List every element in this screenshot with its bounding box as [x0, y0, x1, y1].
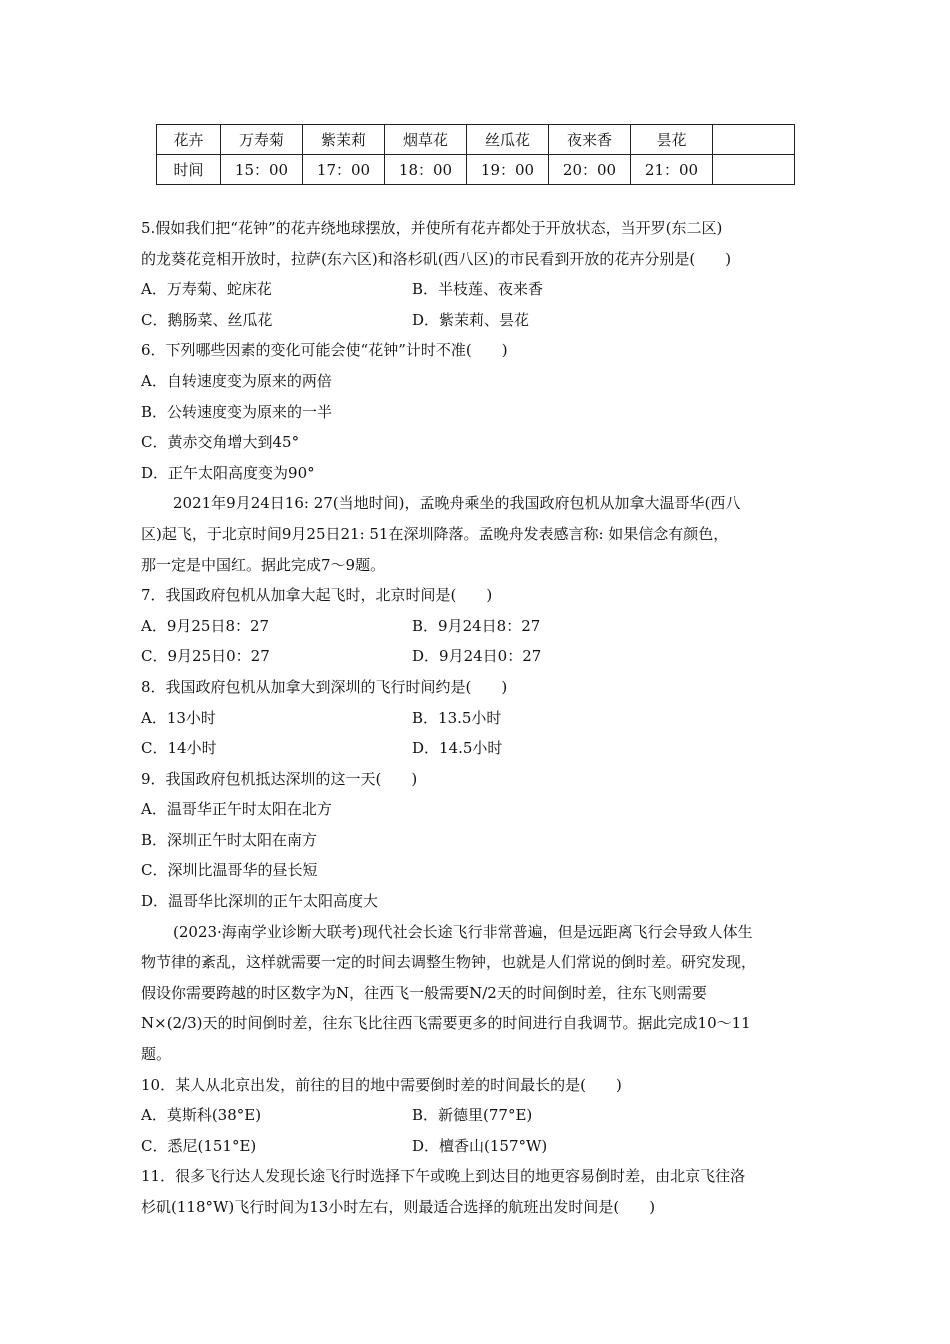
table-cell: 紫茉莉: [303, 125, 385, 155]
question-10-options-row-2: [141, 1131, 823, 1162]
passage-1-line-3: 那一定是中国红。据此完成7～9题。: [141, 555, 386, 574]
question-9-stem: 9．我国政府包机抵达深圳的这一天( ): [141, 769, 418, 788]
question-7-options-row-2: [141, 641, 823, 672]
table-cell: 21：00: [631, 155, 713, 185]
question-5-options-row-2: [141, 305, 823, 336]
option-b: B．9月24日8：27: [412, 616, 541, 635]
question-6-stem: 6．下列哪些因素的变化可能会使“花钟”计时不准( ): [141, 341, 508, 360]
option-b: B．深圳正午时太阳在南方: [141, 830, 318, 849]
question-11-stem-line-2: 杉矶(118°W)飞行时间为13小时左右，则最适合选择的航班出发时间是( ): [141, 1198, 656, 1216]
passage-1-line-1: 2021年9月24日16: 27(当地时间)，孟晚舟乘坐的我国政府包机从加拿大温哥华(西八: [173, 494, 741, 513]
question-7-stem: 7．我国政府包机从加拿大起飞时，北京时间是( ): [141, 586, 493, 605]
table-cell: 花卉: [157, 125, 221, 155]
question-5-stem-line-2: 的龙葵花竞相开放时，拉萨(东六区)和洛杉矶(西八区)的市民看到开放的花卉分别是( ): [141, 249, 732, 268]
table-cell: 万寿菊: [221, 125, 303, 155]
passage-2-line-2: 物节律的紊乱，这样就需要一定的时间去调整生物钟，也就是人们常说的倒时差。研究发现，: [141, 953, 757, 972]
table-row-times: [157, 155, 795, 185]
option-c: C．深圳比温哥华的昼长短: [141, 861, 318, 880]
passage-1-line-2: 区)起飞，于北京时间9月25日21: 51在深圳降落。孟晚舟发表感言称: 如果信念有颜色，: [141, 524, 729, 543]
table-cell: [713, 125, 795, 155]
passage-2-line-5: 题。: [141, 1045, 172, 1064]
question-8-options-row-1: [141, 703, 823, 734]
option-a: A．温哥华正午时太阳在北方: [141, 800, 332, 819]
option-c: C．黄赤交角增大到45°: [141, 433, 300, 452]
question-5-stem-line-1: 5.假如我们把“花钟”的花卉绕地球摆放，并使所有花卉都处于开放状态，当开罗(东二区): [141, 219, 723, 237]
table-row-flowers: [157, 125, 795, 155]
question-5-options-row-1: [141, 274, 823, 305]
table-cell: 18：00: [385, 155, 467, 185]
passage-2-line-1: (2023·海南学业诊断大联考)现代社会长途飞行非常普遍，但是远距离飞行会导致人体生: [173, 922, 753, 941]
option-a: A．9月25日8：27: [141, 616, 270, 635]
option-d: D．檀香山(157°W): [412, 1136, 548, 1155]
option-d: D．14.5小时: [412, 739, 503, 758]
passage-2-line-3: 假设你需要跨越的时区数字为N，往西飞一般需要N/2天的时间倒时差，往东飞则需要: [141, 983, 707, 1002]
question-content: [141, 213, 823, 1223]
passage-2-line-4: N×(2/3)天的时间倒时差，往东飞比往西飞需要更多的时间进行自我调节。据此完成10～11: [141, 1014, 751, 1033]
table-cell: 丝瓜花: [467, 125, 549, 155]
option-d: D．9月24日0：27: [412, 647, 542, 666]
table-cell: 昙花: [631, 125, 713, 155]
table-cell: 时间: [157, 155, 221, 185]
option-c: C．鹅肠菜、丝瓜花: [141, 310, 273, 329]
option-c: C．悉尼(151°E): [141, 1136, 257, 1155]
option-b: B．公转速度变为原来的一半: [141, 402, 333, 421]
table-cell: [713, 155, 795, 185]
option-c: C．14小时: [141, 739, 217, 758]
option-a: A．13小时: [141, 708, 216, 727]
table-cell: 17：00: [303, 155, 385, 185]
option-c: C．9月25日0：27: [141, 647, 270, 666]
option-b: B．13.5小时: [412, 708, 502, 727]
flower-clock-table: [156, 124, 795, 185]
question-8-options-row-2: [141, 733, 823, 764]
option-b: B．半枝莲、夜来香: [412, 280, 544, 299]
table-cell: 夜来香: [549, 125, 631, 155]
question-11-stem-line-1: 11．很多飞行达人发现长途飞行时选择下午或晚上到达目的地更容易倒时差，由北京飞往洛: [141, 1167, 746, 1186]
option-d: D．紫茉莉、昙花: [412, 310, 530, 329]
question-7-options-row-1: [141, 611, 823, 642]
option-a: A．自转速度变为原来的两倍: [141, 371, 332, 390]
question-8-stem: 8．我国政府包机从加拿大到深圳的飞行时间约是( ): [141, 677, 508, 696]
option-d: D．正午太阳高度变为90°: [141, 463, 315, 482]
table-cell: 15：00: [221, 155, 303, 185]
question-10-stem: 10．某人从北京出发，前往的目的地中需要倒时差的时间最长的是( ): [141, 1075, 622, 1094]
option-d: D．温哥华比深圳的正午太阳高度大: [141, 892, 379, 911]
table-cell: 19：00: [467, 155, 549, 185]
option-a: A．莫斯科(38°E): [141, 1106, 262, 1125]
table-cell: 烟草花: [385, 125, 467, 155]
option-a: A．万寿菊、蛇床花: [141, 280, 272, 299]
option-b: B．新德里(77°E): [412, 1106, 533, 1125]
question-10-options-row-1: [141, 1100, 823, 1131]
table-cell: 20：00: [549, 155, 631, 185]
